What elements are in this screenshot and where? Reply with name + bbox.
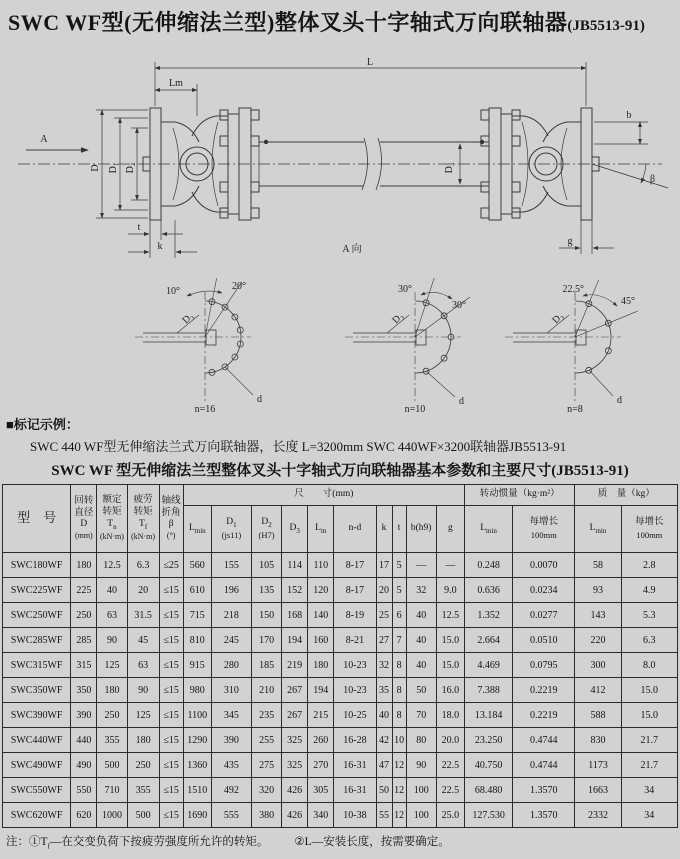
- value-cell: 32: [406, 578, 436, 603]
- value-cell: 27: [376, 628, 392, 653]
- value-cell: 355: [97, 728, 127, 753]
- col-header-lmin: $L_{min}$: [183, 506, 211, 553]
- footnote: [6, 833, 680, 850]
- value-cell: 245: [211, 628, 251, 653]
- model-cell: SWC250WF: [3, 603, 71, 628]
- value-cell: 225: [71, 578, 97, 603]
- model-cell: SWC390WF: [3, 703, 71, 728]
- value-cell: 440: [71, 728, 97, 753]
- value-cell: 196: [211, 578, 251, 603]
- value-cell: ≤15: [159, 603, 183, 628]
- value-cell: 15.0: [621, 678, 677, 703]
- value-cell: 16-28: [334, 728, 376, 753]
- value-cell: 320: [252, 778, 282, 803]
- value-cell: 6.3: [621, 628, 677, 653]
- value-cell: 555: [211, 803, 251, 828]
- group-header-mass: 质 量（kg）: [575, 485, 678, 506]
- value-cell: ≤15: [159, 628, 183, 653]
- value-cell: 40: [406, 603, 436, 628]
- col-header-d2: $D_2$ (H7): [252, 506, 282, 553]
- table-caption: SWC WF 型无伸缩法兰型整体叉头十字轴式万向联轴器基本参数和主要尺寸(JB5513-91): [51, 463, 629, 479]
- value-cell: 20.0: [436, 728, 464, 753]
- value-cell: 1510: [183, 778, 211, 803]
- value-cell: 180: [97, 678, 127, 703]
- value-cell: 0.0234: [513, 578, 575, 603]
- table-row: [3, 578, 678, 603]
- value-cell: 58: [575, 553, 621, 578]
- value-cell: 20: [127, 578, 159, 603]
- value-cell: 12.5: [97, 553, 127, 578]
- group-header-size: 尺 寸(mm): [183, 485, 464, 506]
- value-cell: ≤15: [159, 753, 183, 778]
- col-header-inertia-per100: 每增长 100mm: [513, 506, 575, 553]
- value-cell: 40: [406, 628, 436, 653]
- value-cell: 830: [575, 728, 621, 753]
- detail3-angle2-label: 45°: [621, 296, 635, 307]
- detail1-count-label: n=16: [194, 404, 216, 414]
- value-cell: 34: [621, 778, 677, 803]
- value-cell: 6.3: [127, 553, 159, 578]
- bolt-circle-detail-3: [505, 280, 638, 402]
- value-cell: 180: [71, 553, 97, 578]
- value-cell: 32: [376, 653, 392, 678]
- col-header-angle: 轴线 折角 β (°): [159, 485, 183, 553]
- value-cell: 285: [71, 628, 97, 653]
- value-cell: 280: [211, 653, 251, 678]
- value-cell: —: [406, 553, 436, 578]
- value-cell: 560: [183, 553, 211, 578]
- value-cell: 215: [308, 703, 334, 728]
- dim-label-t: t: [137, 222, 141, 233]
- table-row: [3, 628, 678, 653]
- col-header-k: k: [376, 506, 392, 553]
- col-header-rated-torque: 额定 转矩 $T_n$ (kN·m): [97, 485, 127, 553]
- table-row: [3, 703, 678, 728]
- value-cell: ≤15: [159, 703, 183, 728]
- value-cell: 8-17: [334, 553, 376, 578]
- table-row: [3, 653, 678, 678]
- value-cell: 20: [376, 578, 392, 603]
- value-cell: 120: [308, 578, 334, 603]
- value-cell: 125: [127, 703, 159, 728]
- dim-label-beta: β: [650, 174, 656, 185]
- detail1-angle2-label: 20°: [232, 281, 246, 292]
- col-header-nd: n-d: [334, 506, 376, 553]
- value-cell: 325: [282, 753, 308, 778]
- value-cell: 267: [282, 703, 308, 728]
- value-cell: 305: [308, 778, 334, 803]
- value-cell: 5: [392, 553, 406, 578]
- table-row: [3, 803, 678, 828]
- value-cell: 194: [282, 628, 308, 653]
- value-cell: 426: [282, 803, 308, 828]
- value-cell: 0.4744: [513, 753, 575, 778]
- value-cell: 5.3: [621, 603, 677, 628]
- detail2-angle2-label: 30°: [452, 300, 466, 311]
- value-cell: 300: [575, 653, 621, 678]
- value-cell: 185: [252, 653, 282, 678]
- detail2-bolt-circle-label: D₃: [390, 310, 406, 327]
- model-cell: SWC490WF: [3, 753, 71, 778]
- value-cell: 255: [252, 728, 282, 753]
- value-cell: 10-38: [334, 803, 376, 828]
- value-cell: 380: [252, 803, 282, 828]
- model-cell: SWC550WF: [3, 778, 71, 803]
- value-cell: 1173: [575, 753, 621, 778]
- model-cell: SWC285WF: [3, 628, 71, 653]
- detail2-angle1-label: 30°: [398, 284, 412, 295]
- value-cell: 135: [252, 578, 282, 603]
- col-header-diameter: 回转 直径 D (mm): [71, 485, 97, 553]
- value-cell: 16.0: [436, 678, 464, 703]
- value-cell: 4.9: [621, 578, 677, 603]
- value-cell: 10-23: [334, 653, 376, 678]
- value-cell: 500: [127, 803, 159, 828]
- spec-table: [2, 484, 678, 828]
- value-cell: 47: [376, 753, 392, 778]
- value-cell: 0.636: [464, 578, 512, 603]
- dim-label-k: k: [157, 241, 163, 252]
- value-cell: 143: [575, 603, 621, 628]
- value-cell: 17: [376, 553, 392, 578]
- title-main: SWC WF型(无伸缩法兰型)整体叉头十字轴式万向联轴器: [8, 10, 568, 35]
- col-header-inertia-lmin: $L_{min}$: [464, 506, 512, 553]
- value-cell: 90: [127, 678, 159, 703]
- value-cell: 12: [392, 778, 406, 803]
- value-cell: 8-17: [334, 578, 376, 603]
- value-cell: 80: [406, 728, 436, 753]
- example-line: SWC 440 WF型无伸缩法兰式万向联轴器，长度 L=3200mm SWC 440WF×3200联轴器JB5513-91: [30, 439, 567, 454]
- detail1-angle1-label: 10°: [166, 286, 180, 297]
- value-cell: 40.750: [464, 753, 512, 778]
- value-cell: 0.0510: [513, 628, 575, 653]
- col-header-model: 型 号: [3, 485, 71, 553]
- value-cell: 31.5: [127, 603, 159, 628]
- value-cell: 8: [392, 678, 406, 703]
- value-cell: 114: [282, 553, 308, 578]
- value-cell: 168: [282, 603, 308, 628]
- value-cell: 315: [71, 653, 97, 678]
- value-cell: 90: [406, 753, 436, 778]
- col-header-b: b(h9): [406, 506, 436, 553]
- detail1-bolt-circle-label: D₃: [180, 310, 196, 327]
- value-cell: ≤15: [159, 778, 183, 803]
- value-cell: 980: [183, 678, 211, 703]
- value-cell: 22.5: [436, 753, 464, 778]
- value-cell: 310: [211, 678, 251, 703]
- value-cell: 170: [252, 628, 282, 653]
- value-cell: ≤15: [159, 678, 183, 703]
- group-header-inertia: 转动惯量（kg·m²）: [464, 485, 574, 506]
- value-cell: 426: [282, 778, 308, 803]
- value-cell: 1290: [183, 728, 211, 753]
- table-row: [3, 778, 678, 803]
- value-cell: 7: [392, 628, 406, 653]
- value-cell: 412: [575, 678, 621, 703]
- value-cell: ≤25: [159, 553, 183, 578]
- value-cell: 250: [97, 703, 127, 728]
- value-cell: 25: [376, 603, 392, 628]
- value-cell: 0.2219: [513, 703, 575, 728]
- col-header-t: t: [392, 506, 406, 553]
- value-cell: 93: [575, 578, 621, 603]
- value-cell: 4.469: [464, 653, 512, 678]
- model-cell: SWC180WF: [3, 553, 71, 578]
- title-standard: (JB5513-91): [567, 18, 645, 34]
- value-cell: 70: [406, 703, 436, 728]
- value-cell: 2332: [575, 803, 621, 828]
- value-cell: 220: [575, 628, 621, 653]
- value-cell: 12: [392, 803, 406, 828]
- value-cell: 390: [71, 703, 97, 728]
- value-cell: 100: [406, 778, 436, 803]
- value-cell: 155: [211, 553, 251, 578]
- value-cell: 0.2219: [513, 678, 575, 703]
- detail2-hole-label: d: [459, 396, 464, 407]
- value-cell: 1000: [97, 803, 127, 828]
- value-cell: 1690: [183, 803, 211, 828]
- col-header-lm: $L_m$: [308, 506, 334, 553]
- dim-label-D2: D₂: [125, 162, 136, 174]
- model-cell: SWC620WF: [3, 803, 71, 828]
- value-cell: 63: [127, 653, 159, 678]
- value-cell: 100: [406, 803, 436, 828]
- dim-label-D3: D₃: [444, 162, 455, 174]
- value-cell: 35: [376, 678, 392, 703]
- value-cell: 16-31: [334, 753, 376, 778]
- value-cell: 715: [183, 603, 211, 628]
- value-cell: 152: [282, 578, 308, 603]
- value-cell: 10: [392, 728, 406, 753]
- model-cell: SWC315WF: [3, 653, 71, 678]
- detail1-hole-label: d: [257, 394, 262, 405]
- value-cell: 0.0070: [513, 553, 575, 578]
- value-cell: —: [436, 553, 464, 578]
- value-cell: 1.352: [464, 603, 512, 628]
- detail3-hole-label: d: [617, 395, 622, 406]
- value-cell: 7.388: [464, 678, 512, 703]
- table-row: [3, 678, 678, 703]
- value-cell: 8-21: [334, 628, 376, 653]
- value-cell: 0.0277: [513, 603, 575, 628]
- value-cell: 105: [252, 553, 282, 578]
- value-cell: 1360: [183, 753, 211, 778]
- value-cell: 270: [308, 753, 334, 778]
- value-cell: 12.5: [436, 603, 464, 628]
- value-cell: 34: [621, 803, 677, 828]
- value-cell: 235: [252, 703, 282, 728]
- value-cell: 127.530: [464, 803, 512, 828]
- value-cell: 710: [97, 778, 127, 803]
- value-cell: 588: [575, 703, 621, 728]
- value-cell: 5: [392, 578, 406, 603]
- value-cell: 90: [97, 628, 127, 653]
- main-assembly-drawing: [18, 62, 668, 258]
- value-cell: 915: [183, 653, 211, 678]
- dim-label-L: L: [366, 57, 374, 68]
- value-cell: ≤15: [159, 803, 183, 828]
- value-cell: 350: [71, 678, 97, 703]
- value-cell: 8: [392, 653, 406, 678]
- value-cell: 40: [406, 653, 436, 678]
- value-cell: 250: [71, 603, 97, 628]
- col-header-mass-per100: 每增长 100mm: [621, 506, 677, 553]
- value-cell: 1663: [575, 778, 621, 803]
- value-cell: 110: [308, 553, 334, 578]
- value-cell: ≤15: [159, 578, 183, 603]
- col-header-fatigue-torque: 疲劳 转矩 $T_f$ (kN·m): [127, 485, 159, 553]
- dim-label-D1: D₁: [108, 162, 119, 174]
- value-cell: 0.4744: [513, 728, 575, 753]
- value-cell: 12: [392, 753, 406, 778]
- detail3-count-label: n=8: [567, 404, 583, 414]
- value-cell: 15.0: [621, 703, 677, 728]
- value-cell: 13.184: [464, 703, 512, 728]
- footnote-sub: f: [47, 842, 50, 851]
- value-cell: 180: [308, 653, 334, 678]
- value-cell: 340: [308, 803, 334, 828]
- detail2-count-label: n=10: [404, 404, 426, 414]
- value-cell: 210: [252, 678, 282, 703]
- value-cell: 325: [282, 728, 308, 753]
- value-cell: 10-25: [334, 703, 376, 728]
- value-cell: 25.0: [436, 803, 464, 828]
- value-cell: 275: [252, 753, 282, 778]
- value-cell: 8: [392, 703, 406, 728]
- col-header-mass-lmin: $L_{min}$: [575, 506, 621, 553]
- value-cell: 50: [406, 678, 436, 703]
- bolt-circle-detail-2: [345, 278, 470, 402]
- value-cell: 218: [211, 603, 251, 628]
- table-row: [3, 553, 678, 578]
- value-cell: 40: [376, 703, 392, 728]
- view-a-label: A: [40, 134, 48, 145]
- value-cell: 260: [308, 728, 334, 753]
- value-cell: 40: [97, 578, 127, 603]
- table-row: [3, 753, 678, 778]
- value-cell: 1100: [183, 703, 211, 728]
- value-cell: 140: [308, 603, 334, 628]
- value-cell: 610: [183, 578, 211, 603]
- value-cell: 9.0: [436, 578, 464, 603]
- value-cell: ≤15: [159, 653, 183, 678]
- marking-example-section: [4, 414, 676, 480]
- value-cell: 45: [127, 628, 159, 653]
- value-cell: 550: [71, 778, 97, 803]
- model-cell: SWC225WF: [3, 578, 71, 603]
- value-cell: 150: [252, 603, 282, 628]
- value-cell: 18.0: [436, 703, 464, 728]
- table-body: [3, 553, 678, 828]
- value-cell: 22.5: [436, 778, 464, 803]
- value-cell: 10-23: [334, 678, 376, 703]
- example-heading: ■标记示例：: [6, 417, 79, 432]
- col-header-d3: $D_3$: [282, 506, 308, 553]
- value-cell: 16-31: [334, 778, 376, 803]
- value-cell: 180: [127, 728, 159, 753]
- value-cell: 2.8: [621, 553, 677, 578]
- value-cell: 355: [127, 778, 159, 803]
- footnote-text2: ②L—安装长度，按需要确定。: [294, 836, 450, 848]
- value-cell: 435: [211, 753, 251, 778]
- value-cell: 15.0: [436, 653, 464, 678]
- value-cell: 2.664: [464, 628, 512, 653]
- dim-label-D: D: [90, 164, 101, 172]
- view-a-direction-label: A 向: [342, 244, 362, 255]
- value-cell: 21.7: [621, 728, 677, 753]
- value-cell: 1.3570: [513, 778, 575, 803]
- value-cell: 8-19: [334, 603, 376, 628]
- value-cell: 21.7: [621, 753, 677, 778]
- model-cell: SWC440WF: [3, 728, 71, 753]
- dim-label-g: g: [567, 236, 573, 247]
- value-cell: 390: [211, 728, 251, 753]
- value-cell: 810: [183, 628, 211, 653]
- value-cell: 492: [211, 778, 251, 803]
- value-cell: 345: [211, 703, 251, 728]
- detail3-bolt-circle-label: D₃: [550, 310, 566, 327]
- footnote-prefix: 注：①T: [6, 836, 48, 848]
- value-cell: 23.250: [464, 728, 512, 753]
- value-cell: 63: [97, 603, 127, 628]
- value-cell: ≤15: [159, 728, 183, 753]
- table-row: [3, 728, 678, 753]
- value-cell: 194: [308, 678, 334, 703]
- value-cell: 490: [71, 753, 97, 778]
- value-cell: 15.0: [436, 628, 464, 653]
- detail3-angle1-label: 22.5°: [562, 284, 584, 295]
- model-cell: SWC350WF: [3, 678, 71, 703]
- value-cell: 0.248: [464, 553, 512, 578]
- value-cell: 620: [71, 803, 97, 828]
- dim-label-b: b: [626, 110, 632, 121]
- value-cell: 50: [376, 778, 392, 803]
- value-cell: 219: [282, 653, 308, 678]
- col-header-d1: $D_1$ (js11): [211, 506, 251, 553]
- value-cell: 250: [127, 753, 159, 778]
- value-cell: 500: [97, 753, 127, 778]
- value-cell: 42: [376, 728, 392, 753]
- table-row: [3, 603, 678, 628]
- value-cell: 1.3570: [513, 803, 575, 828]
- value-cell: 125: [97, 653, 127, 678]
- value-cell: 8.0: [621, 653, 677, 678]
- bolt-circle-detail-1: [135, 278, 253, 402]
- footnote-text1: —在交变负荷下按疲劳强度所允许的转矩。: [49, 836, 269, 848]
- dim-label-Lm: Lm: [169, 78, 183, 89]
- value-cell: 267: [282, 678, 308, 703]
- value-cell: 0.0795: [513, 653, 575, 678]
- value-cell: 55: [376, 803, 392, 828]
- page-title: [0, 0, 680, 52]
- value-cell: 68.480: [464, 778, 512, 803]
- col-header-g: g: [436, 506, 464, 553]
- value-cell: 160: [308, 628, 334, 653]
- value-cell: 6: [392, 603, 406, 628]
- technical-drawing: [0, 52, 680, 414]
